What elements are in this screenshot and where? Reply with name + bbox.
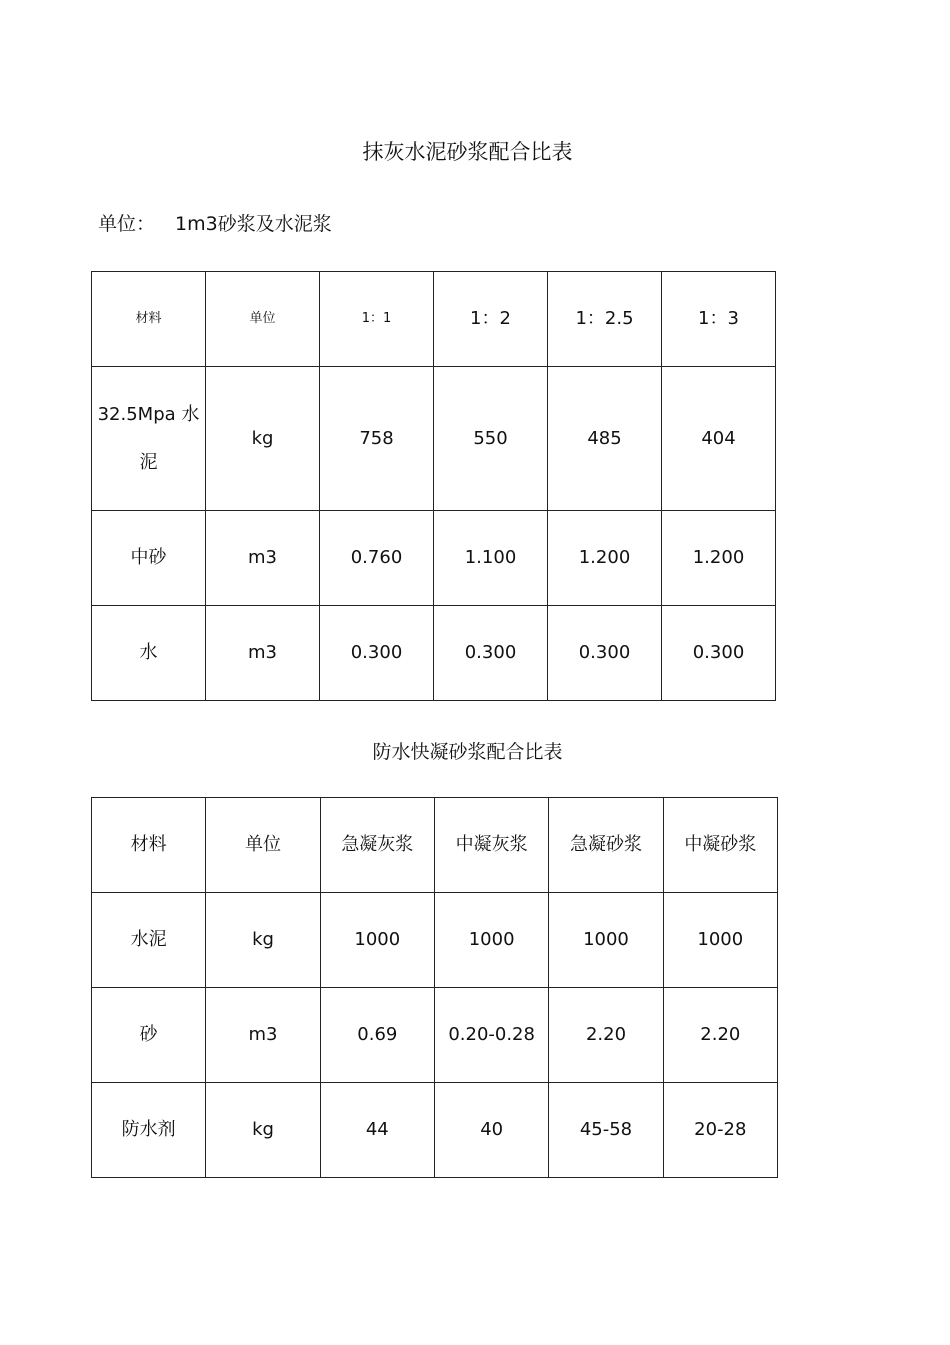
table-cell: m3: [206, 511, 320, 606]
table-row: [92, 893, 778, 988]
unit-line: [98, 209, 332, 236]
table-cell: 0.300: [320, 606, 434, 701]
table-cell: 0.760: [320, 511, 434, 606]
unit-value: 1m3砂浆及水泥浆: [175, 213, 332, 235]
table-row: [92, 367, 776, 511]
table-cell: 1.200: [548, 511, 662, 606]
table-header-cell: 1：3: [662, 272, 776, 367]
table-header-cell: 1：2.5: [548, 272, 662, 367]
table-header-cell: 1：2: [434, 272, 548, 367]
section-title: 防水快凝砂浆配合比表: [372, 741, 563, 763]
table-cell: 1000: [434, 893, 548, 988]
table-cell: 404: [662, 367, 776, 511]
table-header-row: [92, 272, 776, 367]
table-cell: 0.300: [662, 606, 776, 701]
table-cell: 0.20-0.28: [434, 988, 548, 1083]
table-cell: 1000: [320, 893, 434, 988]
table-cell: 44: [320, 1083, 434, 1178]
table-header-cell: 1：1: [320, 272, 434, 367]
table-header-cell: 单位: [206, 272, 320, 367]
table-cell: 1.100: [434, 511, 548, 606]
unit-label: 单位：: [98, 213, 156, 235]
table-cell: 水泥: [92, 893, 206, 988]
table-cell: 0.300: [434, 606, 548, 701]
table-cell: 2.20: [549, 988, 663, 1083]
table-row: [92, 1083, 778, 1178]
table-cell: 中砂: [92, 511, 206, 606]
cement-mortar-table: [91, 271, 776, 701]
table-cell: 20-28: [663, 1083, 777, 1178]
table-header-cell: 材料: [92, 272, 206, 367]
table-cell: 2.20: [663, 988, 777, 1083]
waterproof-mortar-table: [91, 797, 778, 1178]
table-header-row: [92, 798, 778, 893]
table-cell: 1000: [549, 893, 663, 988]
page-title: 抹灰水泥砂浆配合比表: [362, 140, 573, 164]
table-cell: 1000: [663, 893, 777, 988]
table-cell: 1.200: [662, 511, 776, 606]
table-cell: 550: [434, 367, 548, 511]
table-header-cell: 急凝砂浆: [549, 798, 663, 893]
table-cell: m3: [206, 606, 320, 701]
table-cell: kg: [206, 367, 320, 511]
table-header-cell: 中凝砂浆: [663, 798, 777, 893]
table-cell: 水: [92, 606, 206, 701]
table-cell: m3: [206, 988, 320, 1083]
table-cell: 485: [548, 367, 662, 511]
table-cell: 0.69: [320, 988, 434, 1083]
table-header-cell: 材料: [92, 798, 206, 893]
table-cell: 40: [434, 1083, 548, 1178]
table-cell: 砂: [92, 988, 206, 1083]
table-header-cell: 中凝灰浆: [434, 798, 548, 893]
table-cell: 32.5Mpa 水泥: [92, 367, 206, 511]
table-row: [92, 606, 776, 701]
table-header-cell: 单位: [206, 798, 320, 893]
table-cell: 防水剂: [92, 1083, 206, 1178]
table-cell: kg: [206, 893, 320, 988]
table-cell: kg: [206, 1083, 320, 1178]
table-cell: 45-58: [549, 1083, 663, 1178]
table-row: [92, 988, 778, 1083]
table-row: [92, 511, 776, 606]
table-cell: 0.300: [548, 606, 662, 701]
table-cell: 758: [320, 367, 434, 511]
table-header-cell: 急凝灰浆: [320, 798, 434, 893]
